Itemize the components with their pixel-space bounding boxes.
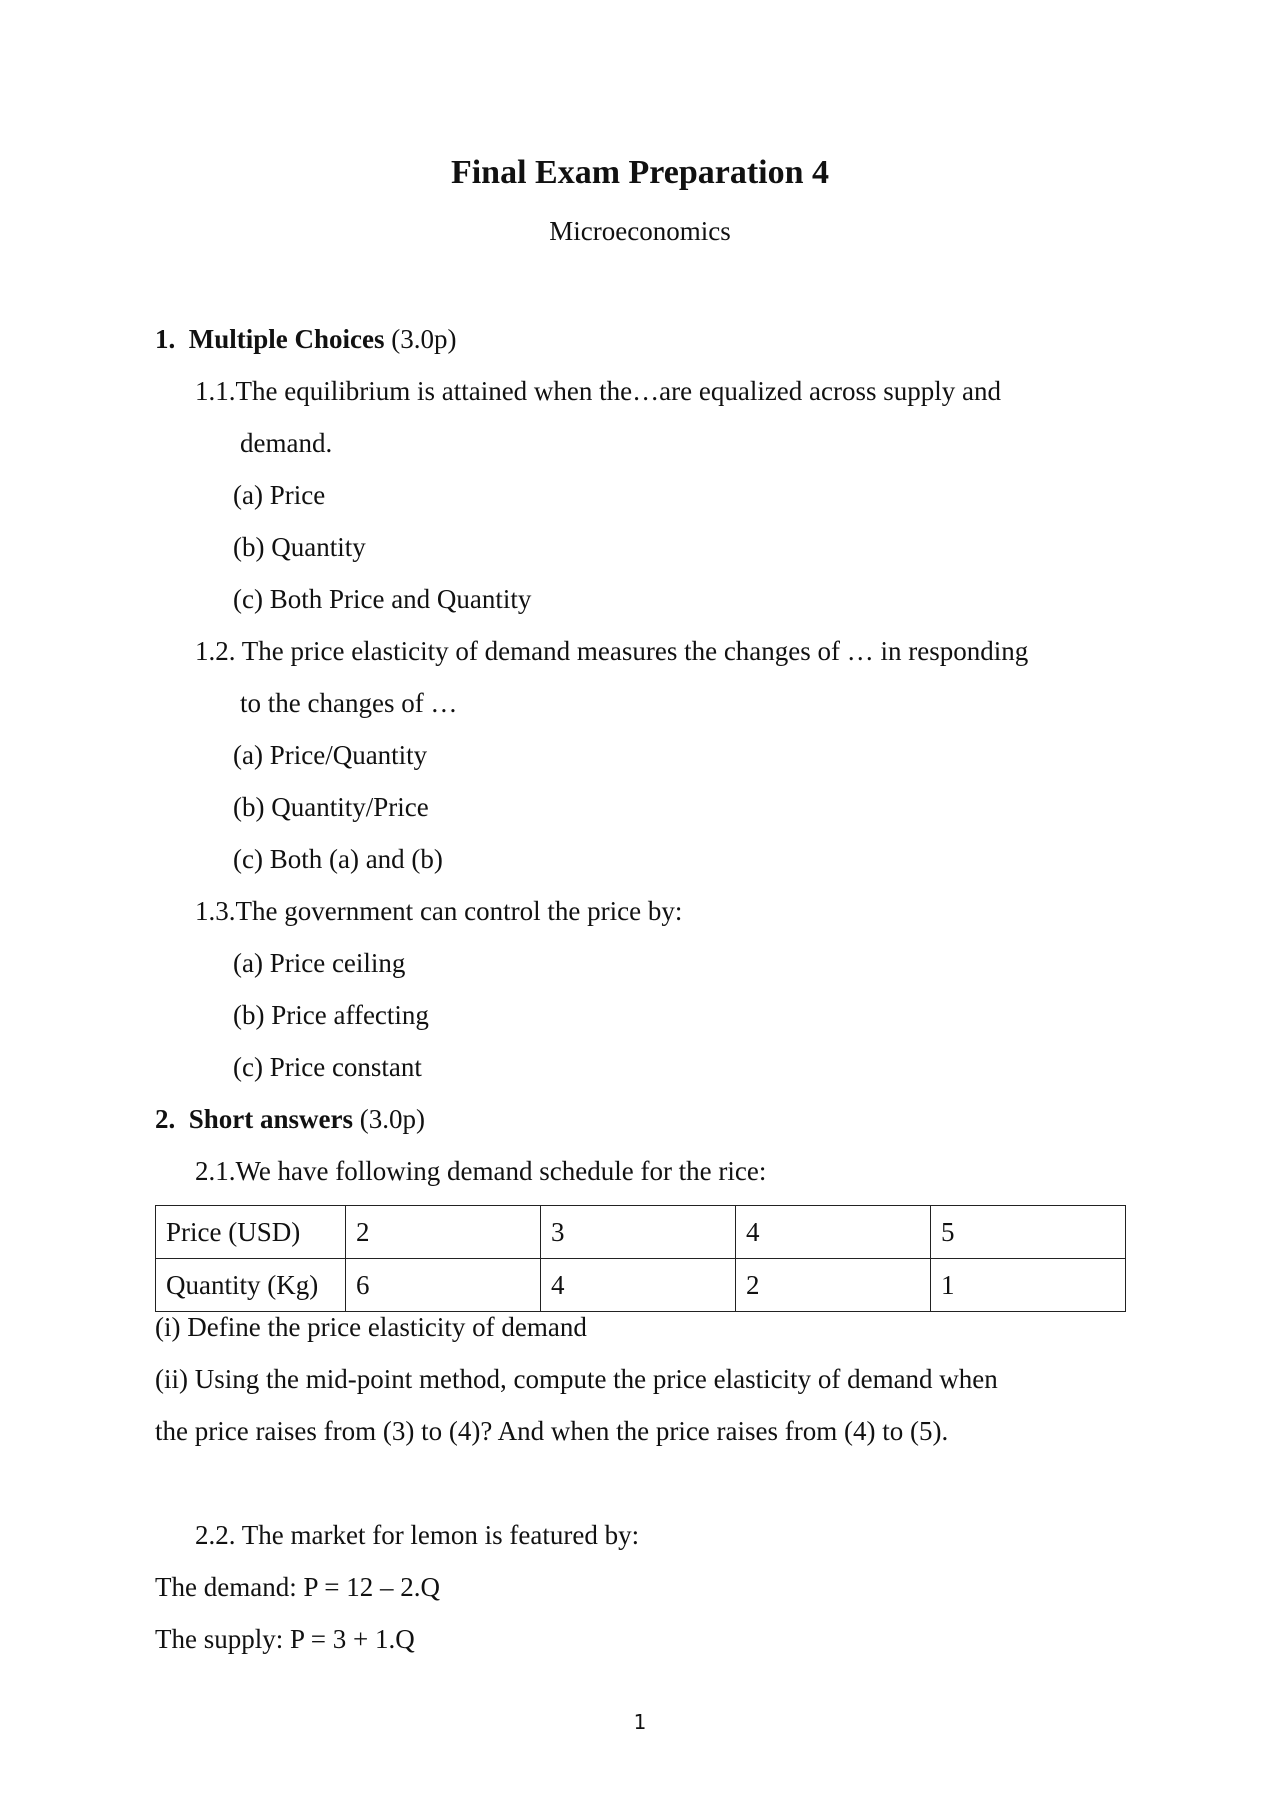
page-title: Final Exam Preparation 4 — [450, 154, 830, 191]
option-1-3-c: (c) Price constant — [233, 1052, 422, 1082]
section-1-heading — [155, 322, 456, 356]
table-cell: 4 — [736, 1206, 931, 1259]
table-row — [156, 1206, 1126, 1259]
option-1-3-b: (b) Price affecting — [233, 1000, 429, 1030]
question-1-2-line1: 1.2. The price elasticity of demand measures the changes of … in responding — [195, 636, 1029, 666]
question-2-1-ii-line1: (ii) Using the mid-point method, compute the price elasticity of demand when — [155, 1364, 998, 1394]
option-1-1-a: (a) Price — [233, 480, 326, 510]
demand-schedule-table — [155, 1205, 1126, 1312]
page-number: 1 — [633, 1710, 647, 1734]
table-cell: 4 — [541, 1259, 736, 1312]
table-cell: 6 — [346, 1259, 541, 1312]
table-cell: Quantity (Kg) — [156, 1259, 346, 1312]
section-1-points: (3.0p) — [391, 324, 457, 354]
table-row — [156, 1259, 1126, 1312]
section-2-number: 2. — [155, 1104, 176, 1134]
section-1-title: Multiple Choices — [188, 324, 385, 354]
question-2-1-ii-line2: the price raises from (3) to (4)? And when the price raises from (4) to (5). — [155, 1416, 949, 1446]
question-1-3-line1: 1.3.The government can control the price by: — [195, 896, 683, 926]
section-1-number: 1. — [155, 324, 176, 354]
table-cell: 3 — [541, 1206, 736, 1259]
question-2-1-intro: 2.1.We have following demand schedule for the rice: — [195, 1156, 767, 1186]
question-2-1-i: (i) Define the price elasticity of demand — [155, 1312, 587, 1342]
question-2-2-intro: 2.2. The market for lemon is featured by: — [195, 1520, 640, 1550]
option-1-2-b: (b) Quantity/Price — [233, 792, 429, 822]
table-cell: 5 — [931, 1206, 1126, 1259]
section-2-points: (3.0p) — [359, 1104, 425, 1134]
section-2-heading — [155, 1102, 425, 1136]
option-1-3-a: (a) Price ceiling — [233, 948, 406, 978]
table-cell: Price (USD) — [156, 1206, 346, 1259]
page-subtitle: Microeconomics — [549, 216, 731, 246]
question-1-1-line1: 1.1.The equilibrium is attained when the…are equalized across supply and — [195, 376, 1002, 406]
demand-equation: The demand: P = 12 – 2.Q — [155, 1572, 440, 1602]
table-cell: 1 — [931, 1259, 1126, 1312]
option-1-2-c: (c) Both (a) and (b) — [233, 844, 443, 874]
option-1-1-b: (b) Quantity — [233, 532, 366, 562]
table-cell: 2 — [346, 1206, 541, 1259]
question-1-1-line2: demand. — [240, 428, 333, 458]
table-cell: 2 — [736, 1259, 931, 1312]
supply-equation: The supply: P = 3 + 1.Q — [155, 1624, 415, 1654]
option-1-2-a: (a) Price/Quantity — [233, 740, 428, 770]
option-1-1-c: (c) Both Price and Quantity — [233, 584, 532, 614]
section-2-title: Short answers — [188, 1104, 354, 1134]
question-1-2-line2: to the changes of … — [240, 688, 458, 718]
